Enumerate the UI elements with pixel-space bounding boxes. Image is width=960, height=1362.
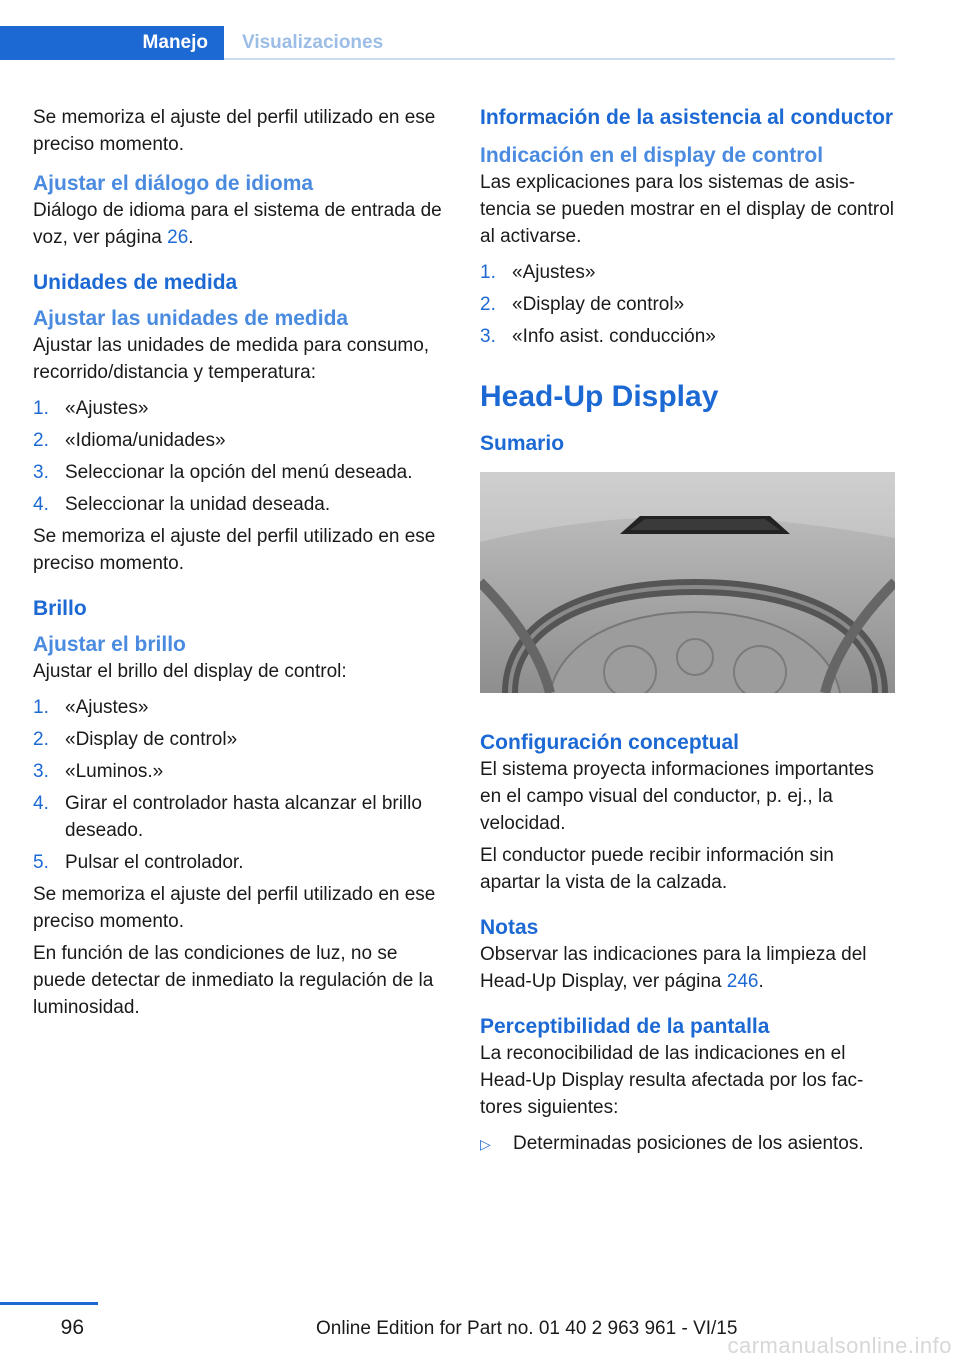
section-driver-assistance: Información de la asistencia al conductor bbox=[480, 106, 894, 129]
brightness-paragraph: Ajustar el brillo del display de control: bbox=[33, 661, 347, 682]
step-text: «Ajustes» bbox=[512, 262, 596, 283]
header-divider bbox=[224, 58, 895, 60]
step-text: «Ajustes» bbox=[65, 697, 149, 718]
step-number: 1. bbox=[480, 262, 496, 283]
list-item bbox=[33, 849, 445, 876]
heading-perceptibility: Perceptibilidad de la pantalla bbox=[480, 1015, 770, 1038]
list-item bbox=[480, 259, 895, 286]
brightness-steps-list bbox=[33, 694, 445, 876]
step-text: «Ajustes» bbox=[65, 398, 149, 419]
units-after-paragraph: Se memoriza el ajuste del perfil utilizado en ese preciso momento. bbox=[33, 526, 436, 574]
list-item bbox=[33, 726, 445, 753]
list-item bbox=[33, 459, 445, 486]
notes-text: Observar las indicaciones para la limpieza del Head-Up Display, ver página bbox=[480, 944, 867, 992]
brightness-after-paragraph-1: Se memoriza el ajuste del perfil utilizado en ese preciso momento. bbox=[33, 884, 436, 932]
brightness-after-paragraph-2: En función de las condiciones de luz, no se puede detectar de inmediato la regulación de la luminosidad. bbox=[33, 943, 434, 1018]
step-number: 1. bbox=[33, 697, 49, 718]
list-item bbox=[33, 427, 445, 454]
tab-visualizaciones[interactable]: Visualizaciones bbox=[242, 32, 384, 53]
list-item bbox=[33, 790, 445, 844]
step-text: «Display de control» bbox=[512, 294, 685, 315]
heading-control-display: Indicación en el display de control bbox=[480, 144, 824, 167]
right-column bbox=[480, 104, 895, 1158]
page-link-246[interactable]: 246 bbox=[726, 971, 759, 992]
step-text: «Idioma/unidades» bbox=[65, 430, 226, 451]
language-text: Diálogo de idioma para el sistema de entrada de voz, ver página bbox=[33, 200, 442, 248]
page-link-26[interactable]: 26 bbox=[167, 227, 189, 248]
list-item bbox=[33, 694, 445, 721]
units-paragraph: Ajustar las unidades de medida para consumo, recorrido/distancia y temperatura: bbox=[33, 335, 430, 383]
heading-concept: Configuración conceptual bbox=[480, 731, 740, 754]
assist-steps-list bbox=[480, 259, 895, 350]
edition-text: Online Edition for Part no. 01 40 2 963 961 - VI/15 bbox=[316, 1318, 738, 1339]
step-number: 2. bbox=[33, 430, 49, 451]
perceptibility-list bbox=[480, 1130, 895, 1158]
step-text: Seleccionar la opción del menú deseada. bbox=[65, 462, 413, 483]
footer-rule bbox=[0, 1302, 98, 1305]
heading-language-dialog: Ajustar el diálogo de idioma bbox=[33, 172, 314, 195]
hud-dashboard-illustration bbox=[480, 472, 895, 693]
language-paragraph: Diálogo de idioma para el sistema de entrada de voz, ver página 26. bbox=[33, 200, 442, 248]
step-number: 4. bbox=[33, 793, 49, 814]
chapter-head-up-display: Head-Up Display bbox=[480, 380, 719, 413]
page-number: 96 bbox=[60, 1316, 84, 1339]
units-steps-list bbox=[33, 395, 445, 518]
concept-paragraph-1: El sistema proyecta informaciones importantes en el campo visual del conductor, p. ej., la velocidad. bbox=[480, 759, 874, 834]
heading-brightness: Ajustar el brillo bbox=[33, 633, 186, 656]
triangle-bullet-icon: ▷ bbox=[480, 1136, 491, 1152]
left-column bbox=[33, 104, 445, 1026]
list-item bbox=[480, 291, 895, 318]
step-number: 3. bbox=[480, 326, 496, 347]
perceptibility-paragraph: La reconocibilidad de las indicaciones en el Head-Up Display resulta afectada por los factores siguientes: bbox=[480, 1043, 864, 1118]
step-text: Pulsar el controlador. bbox=[65, 852, 244, 873]
step-number: 5. bbox=[33, 852, 49, 873]
list-item bbox=[480, 1130, 895, 1158]
dashboard-drawing bbox=[480, 472, 895, 693]
step-number: 4. bbox=[33, 494, 49, 515]
watermark: carmanualsonline.info bbox=[727, 1333, 952, 1358]
step-text: «Display de control» bbox=[65, 729, 238, 750]
section-brightness: Brillo bbox=[33, 597, 87, 620]
step-text: «Info asist. conducción» bbox=[512, 326, 716, 347]
heading-notes: Notas bbox=[480, 916, 539, 939]
assist-paragraph: Las explicaciones para los sistemas de asistencia se pueden mostrar en el display de control al activarse. bbox=[480, 172, 895, 247]
heading-units: Ajustar las unidades de medida bbox=[33, 307, 349, 330]
step-number: 1. bbox=[33, 398, 49, 419]
notes-paragraph: Observar las indicaciones para la limpieza del Head-Up Display, ver página 246. bbox=[480, 944, 867, 992]
section-units: Unidades de medida bbox=[33, 271, 238, 294]
step-number: 2. bbox=[33, 729, 49, 750]
step-text: Seleccionar la unidad deseada. bbox=[65, 494, 331, 515]
tab-manejo[interactable]: Manejo bbox=[0, 26, 224, 60]
list-item bbox=[33, 758, 445, 785]
list-item bbox=[480, 323, 895, 350]
bullet-text: Determinadas posiciones de los asientos. bbox=[513, 1133, 864, 1154]
list-item bbox=[33, 395, 445, 422]
step-number: 3. bbox=[33, 462, 49, 483]
step-text: Girar el controlador hasta alcanzar el brillo deseado. bbox=[65, 793, 422, 841]
step-number: 3. bbox=[33, 761, 49, 782]
page-header bbox=[0, 0, 960, 62]
intro-paragraph: Se memoriza el ajuste del perfil utilizado en ese preciso momento. bbox=[33, 107, 436, 155]
step-text: «Luminos.» bbox=[65, 761, 164, 782]
section-summary: Sumario bbox=[480, 432, 565, 455]
list-item bbox=[33, 491, 445, 518]
concept-paragraph-2: El conductor puede recibir información sin apartar la vista de la calzada. bbox=[480, 845, 834, 893]
step-number: 2. bbox=[480, 294, 496, 315]
